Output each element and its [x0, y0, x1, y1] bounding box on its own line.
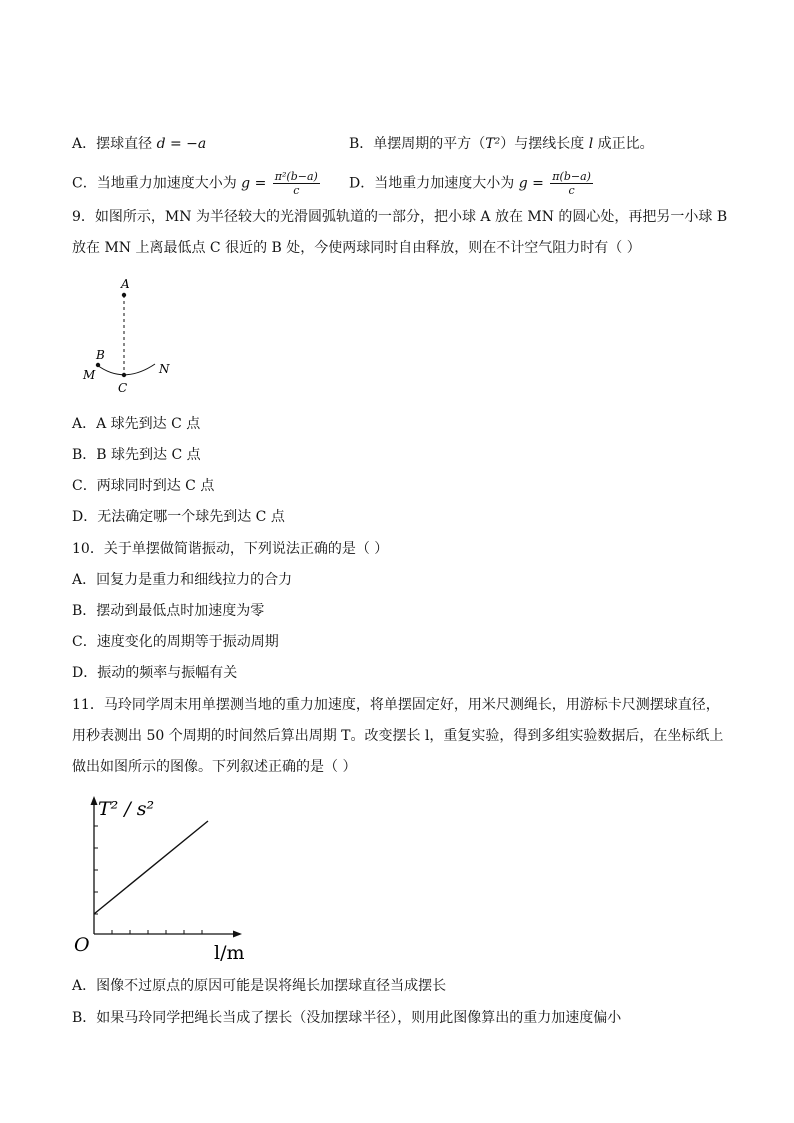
t2-vs-l-line: [94, 821, 208, 914]
q10-option-d: D．振动的频率与振幅有关: [72, 665, 238, 681]
lowest-point-c: [122, 373, 126, 377]
q8-option-d-numerator: π(b−a): [552, 170, 591, 183]
q8-option-a-label: A．摆球直径: [72, 136, 153, 152]
q8-option-c-fraction: [273, 170, 320, 197]
q8-option-d: [349, 170, 593, 197]
q8-option-b-end: 成正比。: [597, 136, 654, 152]
q8-option-d-denominator: c: [568, 184, 575, 197]
arc-track-mn: [97, 364, 155, 375]
q8-option-c-denominator: c: [293, 184, 300, 197]
q10-option-b: B．摆动到最低点时加速度为零: [72, 603, 265, 619]
q8-option-c-numerator: π²(b−a): [274, 170, 318, 183]
q8-option-d-label: D．当地重力加速度大小为: [349, 175, 515, 192]
q11-option-a: A．图像不过原点的原因可能是误将绳长加摆球直径当成摆长: [72, 978, 447, 994]
x-axis-label: l/m: [214, 942, 245, 964]
q8-option-b-l: l: [588, 136, 594, 152]
label-n: N: [159, 362, 170, 376]
q8-option-c-g: g =: [241, 175, 267, 192]
x-axis-arrow-icon: [233, 931, 242, 938]
q8-option-a: [72, 134, 206, 154]
q8-option-b-t2: T²: [485, 136, 501, 152]
q11-stem-line2: 用秒表测出 50 个周期的时间然后算出周期 T。改变摆长 l，重复实验，得到多组实验数据后，在坐标纸上: [72, 728, 724, 744]
q9-stem-line1: 9．如图所示，MN 为半径较大的光滑圆弧轨道的一部分，把小球 A 放在 MN 的圆心处，再把另一小球 B: [72, 209, 728, 225]
q9-figure: [75, 275, 185, 399]
q10-option-c: C．速度变化的周期等于振动周期: [72, 634, 279, 650]
label-b: B: [96, 348, 105, 362]
q9-option-a: A．A 球先到达 C 点: [72, 416, 201, 432]
label-c: C: [118, 381, 128, 395]
q9-option-c: C．两球同时到达 C 点: [72, 478, 215, 494]
q11-option-b: B．如果马玲同学把绳长当成了摆长（没加摆球半径），则用此图像算出的重力加速度偏小: [72, 1010, 622, 1026]
q10-stem: 10．关于单摆做简谐振动，下列说法正确的是（ ）: [72, 541, 389, 557]
q8-option-d-g: g =: [518, 175, 544, 192]
label-m: M: [83, 368, 96, 382]
q9-option-b: B．B 球先到达 C 点: [72, 447, 201, 463]
q11-stem-line1: 11．马玲同学周末用单摆测当地的重力加速度，将单摆固定好，用米尺测绳长，用游标卡尺测摆球直径，: [72, 697, 720, 713]
ball-a-point: [122, 293, 126, 297]
q8-option-a-formula: d = −a: [156, 136, 207, 152]
q9-option-d: D．无法确定哪一个球先到达 C 点: [72, 509, 285, 525]
q8-option-b-suffix: ）与摆线长度: [500, 136, 585, 152]
q8-option-c: [72, 170, 320, 197]
q8-option-b: [349, 134, 654, 154]
ball-b-point: [96, 363, 100, 367]
q8-option-b-label: B．单摆周期的平方（: [349, 136, 486, 152]
q11-stem-line3: 做出如图所示的图像。下列叙述正确的是（ ）: [72, 759, 357, 775]
origin-label: O: [74, 934, 90, 956]
q8-option-c-label: C．当地重力加速度大小为: [72, 175, 237, 192]
q9-stem-line2: 放在 MN 上离最低点 C 很近的 B 处，今使两球同时自由释放，则在不计空气阻力时有（ ）: [72, 240, 641, 256]
q8-option-d-fraction: [550, 170, 593, 197]
y-axis-label: T² / s²: [98, 798, 155, 820]
q10-option-a: A．回复力是重力和细线拉力的合力: [72, 572, 293, 588]
label-a: A: [121, 277, 130, 291]
y-axis-arrow-icon: [91, 796, 98, 805]
q11-graph: [70, 788, 260, 972]
